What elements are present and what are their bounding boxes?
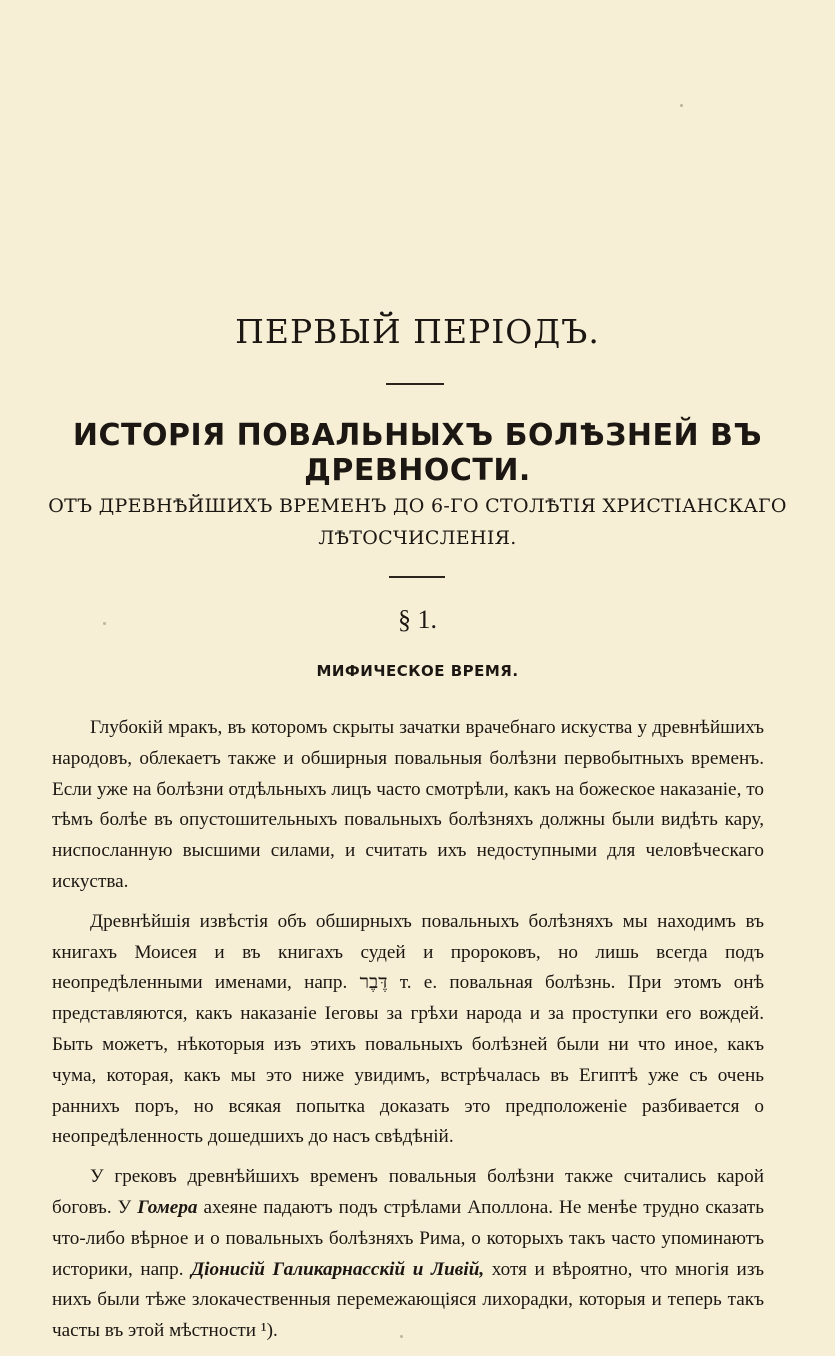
paragraph-3: [52, 1162, 764, 1347]
divider-rule-top: [386, 383, 444, 385]
divider-rule-middle: [389, 576, 445, 578]
paragraph-3-part-e: хотя и вѣроятно, что многія изъ нихъ были тѣже злокачественныя перемежающіяся лихорадки, которыя и теперь такъ часты въ этой мѣстности ¹).: [52, 1258, 764, 1342]
paragraph-3-part-a: У грековъ древнѣйшихъ временъ повальныя болѣзни также считались карой боговъ. У: [52, 1166, 764, 1218]
subtitle-line-2: ЛѢТОСЧИСЛЕНІЯ.: [318, 527, 517, 549]
section-title: МИФИЧЕСКОЕ ВРЕМЯ.: [316, 662, 519, 680]
paper-speck: [103, 622, 106, 625]
paper-speck: [400, 1335, 403, 1338]
chapter-subtitle: [0, 490, 835, 554]
paper-speck: [680, 104, 683, 107]
chapter-title: ИСТОРІЯ ПОВАЛЬНЫХЪ БОЛѢЗНЕЙ ВЪ ДРЕВНОСТИ.: [72, 418, 763, 488]
period-heading: ПЕРВЫЙ ПЕРІОДЪ.: [235, 312, 600, 351]
paragraph-1: Глубокій мракъ, въ которомъ скрыты зачатки врачебнаго искуства у древнѣйшихъ народовъ, облекаетъ также и обширныя повальныя болѣзни первобытныхъ временъ. Если уже на болѣзни отдѣльныхъ лицъ часто смотрѣли, какъ на божеское наказаніе, то тѣмъ болѣе въ опустошительныхъ повальныхъ болѣзняхъ должны были видѣть кару, ниспосланную высшими силами, и считать ихъ недоступными для человѣческаго искуства.: [52, 717, 764, 892]
paragraph-3-part-c: ахеяне падаютъ подъ стрѣлами Аполлона. Не менѣе трудно сказать что-либо вѣрное и о повальныхъ болѣзняхъ Рима, о которыхъ такъ часто упоминаютъ историки, напр.: [52, 1196, 764, 1280]
body-text: [52, 713, 764, 1356]
paragraph-2: Древнѣйшія извѣстія объ обширныхъ повальныхъ болѣзняхъ мы находимъ въ книгахъ Моисея и въ книгахъ судей и пророковъ, но лишь всегда подъ неопредѣленными именами, напр. דֶּבֶר т. е. повальная болѣзнь. При этомъ онѣ представляются, какъ наказаніе Іеговы за грѣхи народа и за проступки его вождей. Быть можетъ, нѣкоторыя изъ этихъ повальныхъ болѣзней были ни что иное, какъ чума, которая, какъ мы это ниже увидимъ, встрѣчалась въ Египтѣ уже съ очень раннихъ поръ, но всякая попытка доказать это предположеніе разбивается о неопредѣленность дошедшихъ до насъ свѣдѣній.: [52, 910, 764, 1148]
author-homer: Гомера: [137, 1196, 198, 1218]
subtitle-line-1: ОТЪ ДРЕВНѢЙШИХЪ ВРЕМЕНЪ ДО 6-ГО СТОЛѢТІЯ ХРИСТІАНСКАГО: [48, 495, 787, 517]
section-number: § 1.: [398, 605, 437, 634]
authors-dionysius-livy: Діонисій Галикарнасскій и Ливій,: [191, 1258, 485, 1280]
